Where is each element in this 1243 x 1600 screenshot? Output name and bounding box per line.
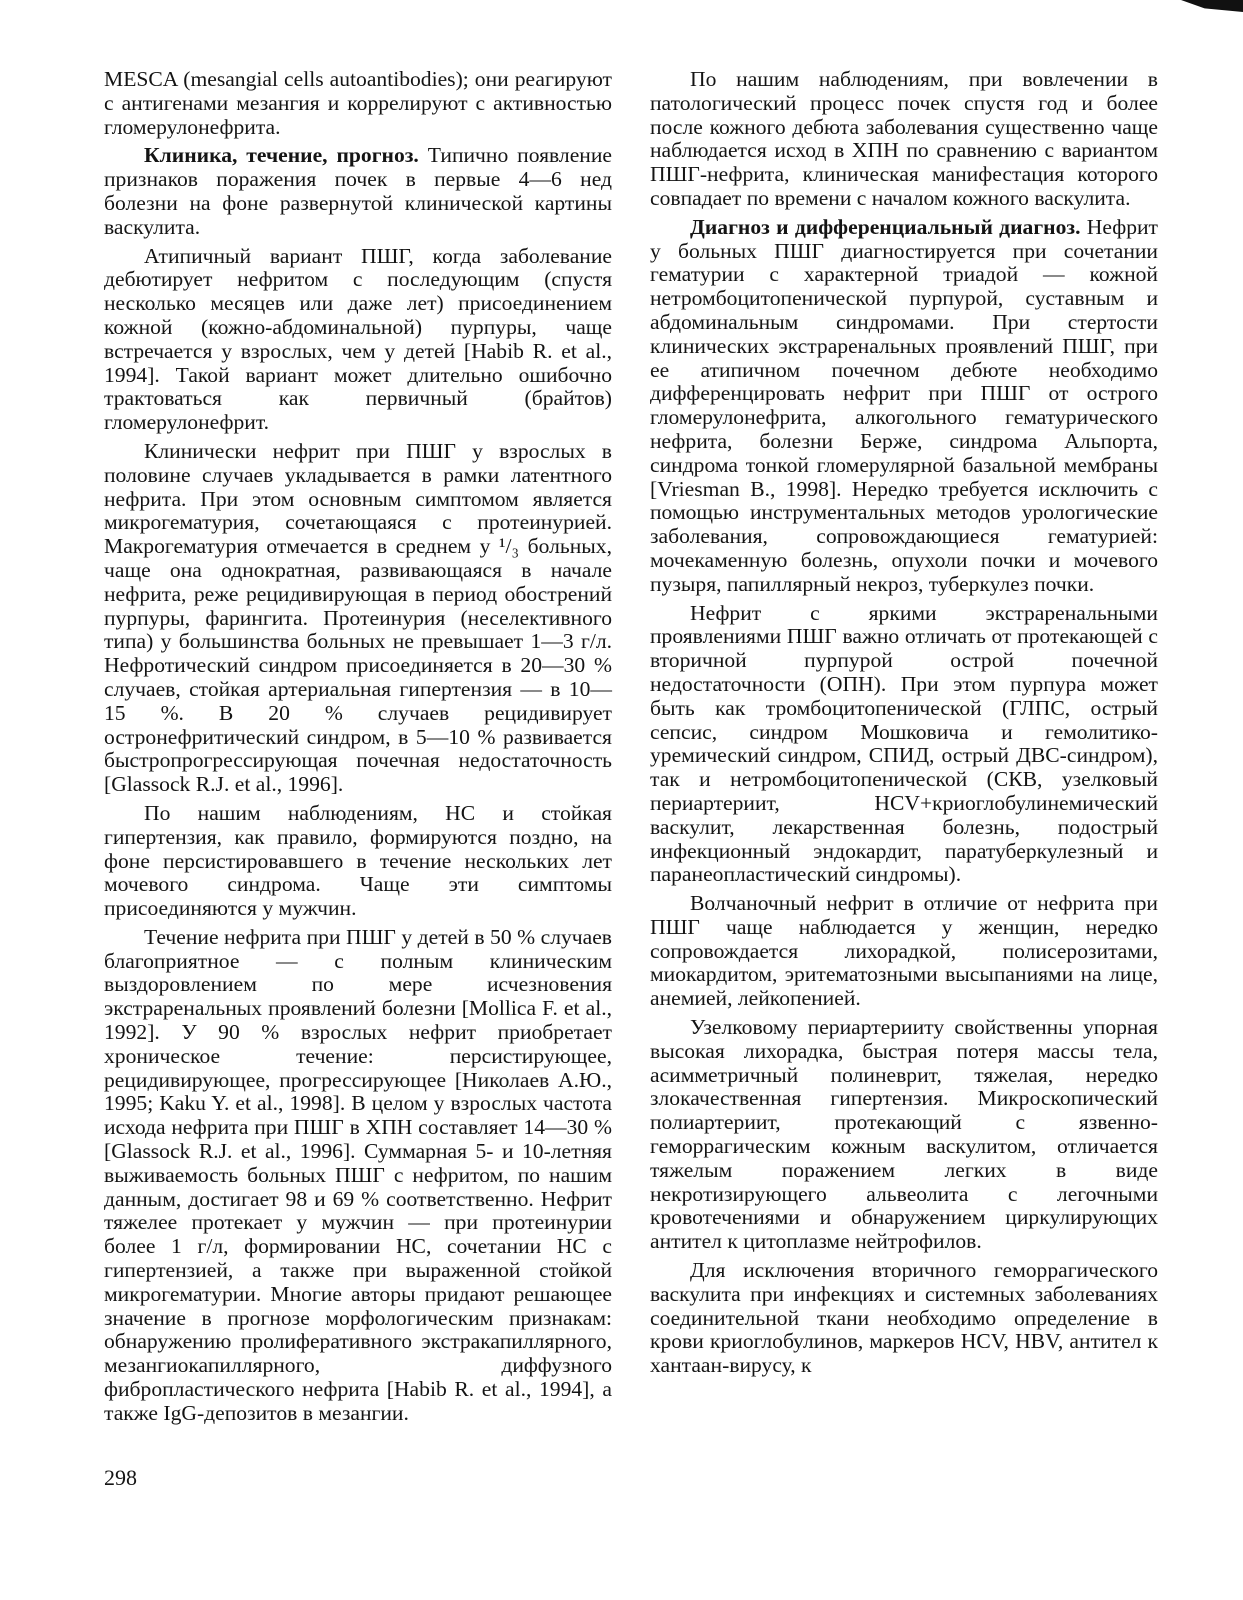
paragraph: Клинически нефрит при ПШГ у взрослых в половине случаев укладывается в рамки латентного нефрита. При этом основным симптомом является микрогематурия, сочетающаяся с протеинурией. Макрогематурия отмечается в среднем у ¹/₃ больных, чаще она однократная, развивающаяся в начале нефрита, реже рецидивирующая в период обострений пурпуры, фарингита. Протеинурия (неселективного типа) у большинства больных не превышает 1—3 г/л. Нефротический синдром присоединяется в 20—30 % случаев, стойкая артериальная гипертензия — в 10—15 %. В 20 % случаев рецидивирует остронефритический синдром, в 5—10 % развивается быстропрогрессирующая почечная недостаточность [Glassock R.J. et al., 1996].: [104, 438, 612, 797]
paragraph: MESCA (mesangial cells autoantibodies); они реагируют с антигенами мезангия и коррелируют с активностью гломерулонефрита.: [104, 67, 612, 139]
paragraph: Атипичный вариант ПШГ, когда заболевание дебютирует нефритом с последующим (спустя несколько месяцев или даже лет) присоединением кожной (кожно-абдоминальной) пурпуры, чаще встречается у взрослых, чем у детей [Habib R. et al., 1994]. Такой вариант может длительно ошибочно трактоваться как первичный (брайтов) гломерулонефрит.: [104, 243, 612, 435]
page-number: 298: [104, 1465, 137, 1490]
paragraph-text: Нефрит у больных ПШГ диагностируется при сочетании гематурии с характерной триадой — кожной нетромбоцитопенической пурпурой, суставным и абдоминальным синдромами. При стертости клинических экстраренальных проявлений ПШГ, при ее атипичном почечном дебюте необходимо дифференцировать нефрит при ПШГ от острого гломерулонефрита, алкогольного гематурического нефрита, болезни Берже, синдрома Альпорта, синдрома тонкой гломерулярной базальной мембраны [Vriesman B., 1998]. Нередко требуется исключить с помощью инструментальных методов урологические заболевания, сопровождающиеся гематурией: мочекаменную болезнь, опухоли почки и мочевого пузыря, папиллярный некроз, туберкулез почки.: [650, 214, 1158, 596]
paragraph: Узелковому периартерииту свойственны упорная высокая лихорадка, быстрая потеря массы тела, асимметричный полиневрит, тяжелая, нередко злокачественная гипертензия. Микроскопический полиартериит, протекающий с язвенно-геморрагическим кожным васкулитом, отличается тяжелым поражением легких в виде некротизирующего альвеолита с легочными кровотечениями и обнаружением циркулирующих антител к цитоплазме нейтрофилов.: [650, 1015, 1158, 1254]
paragraph: Течение нефрита при ПШГ у детей в 50 % случаев благоприятное — с полным клиническим выздоровлением по мере исчезновения экстраренальных проявлений болезни [Mollica F. et al., 1992]. У 90 % взрослых нефрит приобретает хроническое течение: персистирующее, рецидивирующее, прогрессирующее [Николаев А.Ю., 1995; Kaku Y. et al., 1998]. В целом у взрослых частота исхода нефрита при ПШГ в ХПН составляет 14—30 % [Glassock R.J. et al., 1996]. Суммарная 5- и 10-летняя выживаемость больных ПШГ с нефритом, по нашим данным, достигает 98 и 69 % соответственно. Нефрит тяжелее протекает у мужчин — при протеинурии более 1 г/л, формировании НС, сочетании НС с гипертензией, а также при выраженной стойкой микрогематурии. Многие авторы придают решающее значение в прогнозе морфологическим признакам: обнаружению пролиферативного экстракапиллярного, мезангиокапиллярного, диффузного фибропластического нефрита [Habib R. et al., 1994], а также IgG-депозитов в мезангии.: [104, 924, 612, 1425]
paragraph: [650, 216, 1158, 597]
left-column: [104, 68, 612, 1431]
paragraph: Нефрит с яркими экстраренальными проявлениями ПШГ важно отличать от протекающей с вторичной пурпурой острой почечной недостаточности (ОПН). При этом пурпура может быть как тромбоцитопенической (ГЛПС, острый сепсис, синдром Мошковича и гемолитико-уремический синдром, СПИД, острый ДВС-синдром), так и нетромбоцитопенической (СКВ, узелковый периартериит, HCV+криоглобулинемический васкулит, лекарственная болезнь, подострый инфекционный эндокардит, паратуберкулезный и паранеопластический синдромы).: [650, 600, 1158, 887]
paragraph: [104, 144, 612, 239]
scan-corner-mark: [1181, 0, 1243, 12]
paragraph: Волчаночный нефрит в отличие от нефрита при ПШГ чаще наблюдается у женщин, нередко сопровождается лихорадкой, полисерозитами, миокардитом, эритематозными высыпаниями на лице, анемией, лейкопенией.: [650, 891, 1158, 1011]
paragraph: По нашим наблюдениям, НС и стойкая гипертензия, как правило, формируются поздно, на фоне персистировавшего в течение нескольких лет мочевого синдрома. Чаще эти симптомы присоединяются у мужчин.: [104, 800, 612, 921]
section-heading: Клиника, течение, прогноз.: [144, 143, 419, 168]
paragraph-text: Типично появление признаков поражения почек в первые 4—6 нед болезни на фоне развернутой клинической картины васкулита.: [104, 143, 612, 239]
right-column: [650, 68, 1158, 1383]
paragraph: Для исключения вторичного геморрагического васкулита при инфекциях и системных заболеваниях соединительной ткани необходимо определение в крови криоглобулинов, маркеров HCV, HBV, антител к хантаан-вирусу, к: [650, 1258, 1158, 1378]
paragraph: По нашим наблюдениям, при вовлечении в патологический процесс почек спустя год и более после кожного дебюта заболевания существенно чаще наблюдается исход в ХПН по сравнению с вариантом ПШГ-нефрита, клиническая манифестация которого совпадает по времени с началом кожного васкулита.: [650, 67, 1158, 210]
section-heading: Диагноз и дифференциальный диагноз.: [690, 214, 1081, 239]
